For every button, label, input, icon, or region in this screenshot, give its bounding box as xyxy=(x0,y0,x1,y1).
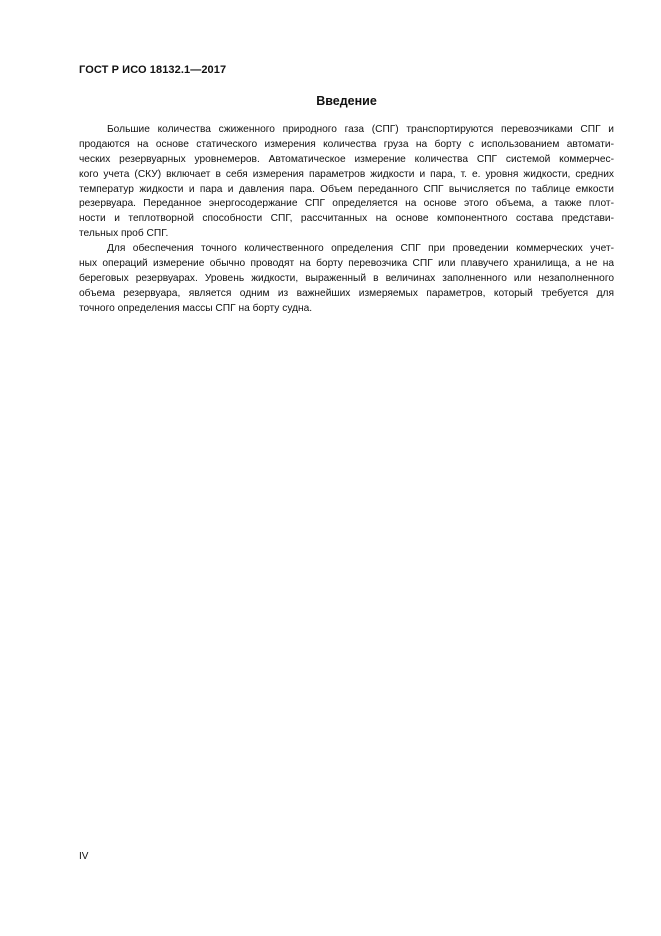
paragraph-line: ческих резервуарных уровнемеров. Автоматическое измерение количества СПГ системой коммерчес- xyxy=(79,153,614,165)
paragraph-line: кого учета (СКУ) включает в себя измерения параметров жидкости и пара, т. е. уровня жидкости, средних xyxy=(79,168,614,180)
paragraph-1 xyxy=(79,123,614,242)
paragraph-line: береговых резервуарах. Уровень жидкости, выраженный в величинах заполненного или незаполненного xyxy=(79,272,614,284)
paragraph-line: ности и теплотворной способности СПГ, рассчитанных на основе компонентного состава представи- xyxy=(79,213,614,225)
section-title: Введение xyxy=(316,94,377,108)
paragraph-line: тельных проб СПГ. xyxy=(79,228,169,240)
paragraph-line: температур жидкости и пара и давления пара. Объем переданного СПГ вычисляется по таблице емкости xyxy=(79,183,614,195)
paragraph-line: Большие количества сжиженного природного газа (СПГ) транспортируются перевозчиками СПГ и xyxy=(107,124,614,135)
body-text xyxy=(79,123,614,317)
page-number: IV xyxy=(79,851,89,862)
paragraph-2 xyxy=(79,242,614,316)
paragraph-line: объема резервуара, является одним из важнейших измеряемых параметров, который требуется для xyxy=(79,287,614,299)
paragraph-line: ных операций измерение обычно проводят на борту перевозчика СПГ или плавучего хранилища, а не на xyxy=(79,258,614,270)
document-code-header: ГОСТ Р ИСО 18132.1—2017 xyxy=(79,64,227,76)
paragraph-line: продаются на основе статического измерения количества груза на борту с использованием автомати- xyxy=(79,138,614,150)
paragraph-line: резервуара. Переданное энергосодержание СПГ определяется на основе этого объема, а также плот- xyxy=(79,198,614,210)
paragraph-line: Для обеспечения точного количественного определения СПГ при проведении коммерческих учет- xyxy=(107,243,614,255)
paragraph-line: точного определения массы СПГ на борту судна. xyxy=(79,302,313,314)
